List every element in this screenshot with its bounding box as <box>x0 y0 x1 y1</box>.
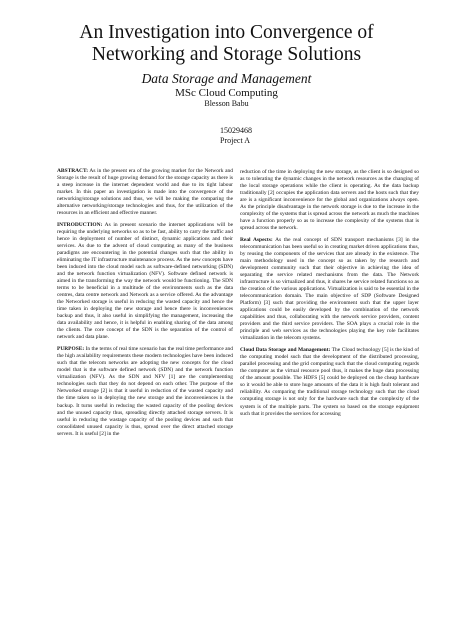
real-aspects-paragraph <box>240 237 419 342</box>
introduction-paragraph <box>57 222 233 341</box>
paper-title <box>0 22 453 66</box>
cloud-storage-heading: Cloud Data Storage and Management: <box>240 347 331 354</box>
introduction-text: As in present scenario the internet applications will be requiring the underlying networks so as to be fast, ability to carry the traffic and hence in deployment of number of distinct, dynamic applications and their services. As due to the advent of cloud computing as many of the business paradigms are encountering in the potential changes such that the ability in eliminating the IT infrastructure maintenance process. As the new concepts have been induced into the cloud model such as software-defined networking (SDN) and the network function virtualization (NFV). Software defined network is aimed in the transforming the way the network would be functioning. The SDN terms to be beneficial in a multitude of the environments such as the data centres, data centre network and Network as a service offered. As the advantage the Networked storage is useful in reducing the wasted capacity and hence the time taken in deploying the new storage and hence there is inconveniences backup and thus, it also useful in simplifying the management, increasing the data availability and hence, it is helpful in enabling sharing of the data among the clients. The core concept of the SDN is the separation of the control of network and data plane. <box>57 222 233 341</box>
author-name: Blesson Babu <box>204 99 249 108</box>
title-line-2: Networking and Storage Solutions <box>91 44 362 65</box>
real-aspects-heading: Real Aspects: <box>240 237 273 244</box>
paper-subtitle: Data Storage and Management <box>141 71 312 86</box>
abstract-text: As in the present era of the growing market for the Network and Storage is the result of huge growing demand for the storage capacity as there is a steep increase in the internet dependent world and due to its tight labour market. In this paper an investigation is made into the convergence of the networking/storage solutions and thus, we will be making the comparing the alternative networking/storage technologies and thus, for the utilization of the resources in an efficient and effective manner. <box>57 168 233 217</box>
introduction-heading: INTRODUCTION: <box>57 222 103 229</box>
student-id: 15029468 <box>220 126 252 135</box>
abstract-heading: ABSTRACT: <box>57 168 89 174</box>
left-column <box>57 168 233 630</box>
abstract-paragraph <box>57 168 233 217</box>
cloud-storage-text: The Cloud technology [5] is the kind of the computing model such that the development of the distributed processing, parallel processing and the grid computing such that the cloud computing regards the computer as the virtual resource pool thus, it makes the huge data processing of the amount possible. The HDFS [5] could be deployed on the cheap hardware so it would be able to store huge amounts of the data it is high fault tolerant and reliability. As comparing the traditional storage technology such that the cloud computing storage is not only for the hardware such that the complexity of the system is of the multiple parts. The system so based on the storage equipment such that it provides the services for accessing <box>240 347 419 417</box>
author-meta <box>220 126 252 145</box>
purpose-paragraph <box>57 346 233 437</box>
title-line-1: An Investigation into Convergence of <box>79 22 374 43</box>
continuation-paragraph: reduction of the time in deploying the new storage, as the client is so designed so as to tolerating the dynamic changes in the network resources as the changing of the local storage operations while the client is operating. As the data backup traditionally [2] occupies the application data servers and the hosts such that they are is a significant inconvenience for the global and organizations always open. As the principle disadvantage in the network storage is due to the increase in the complexity of the systems that is spread across the network as much the machines have a function properly so as to increase the complexity of the systems that is spread across the network. <box>240 169 419 232</box>
purpose-heading: PURPOSE: <box>57 346 85 353</box>
paper-header <box>0 22 453 109</box>
project-label: Project A <box>220 135 250 145</box>
program-name: MSc Cloud Computing <box>175 87 278 99</box>
cloud-storage-paragraph <box>240 347 419 417</box>
purpose-text: In the terms of real time scenario has the real time performance and the high availability requirements these modern technologies have been induced such that the telecom networks are adopting the new concepts for the cloud model that is the software defined network (SDN) and the network function virtualization (NFV). As the SDN and NFV [1] are the complementing technologies such that they do not depend on each other. The purpose of the Networked storage [2] is that it useful in reduction of the wasted capacity and the time taken so in deploying the new storage and the inconveniences in the backup. It turns useful in reducing the wasted capacity of the pooling devices and the unused capacity thus, spreading directly attached storage servers. It is useful in reducing the wastage capacity of the pooling devices and such that consolidated unused capacity is thus, spread over the direct attached storage servers. It is useful [2] in the <box>57 346 233 437</box>
real-aspects-text: As the real concept of SDN transport mechanisms [3] in the telecommunication has been useful so in creating market driven applications thus, by reusing the components of the services that are already in the existence. The main methodology used in the concept so as taken by the research and development community such that their objective in achieving the idea of separating the service related mechanisms from the data. The Network infrastructure is so virtualized and thus, it shares he service related functions so as the creation of the various applications. Virtualization is said to be essential in the telecommunication domain. The main objective of SDP (Software Designed Platform) [3] such that providing the environment such that the upper layer applications could be easily developed by the combination of the network capabilities and thus, collaborating with the network service providers, content providers and the third service providers. The SOA plays a crucial role in the principle and web services as the technologies playing the key role facilitates virtualization in the telecom systems. <box>240 237 419 342</box>
right-column <box>240 169 419 631</box>
